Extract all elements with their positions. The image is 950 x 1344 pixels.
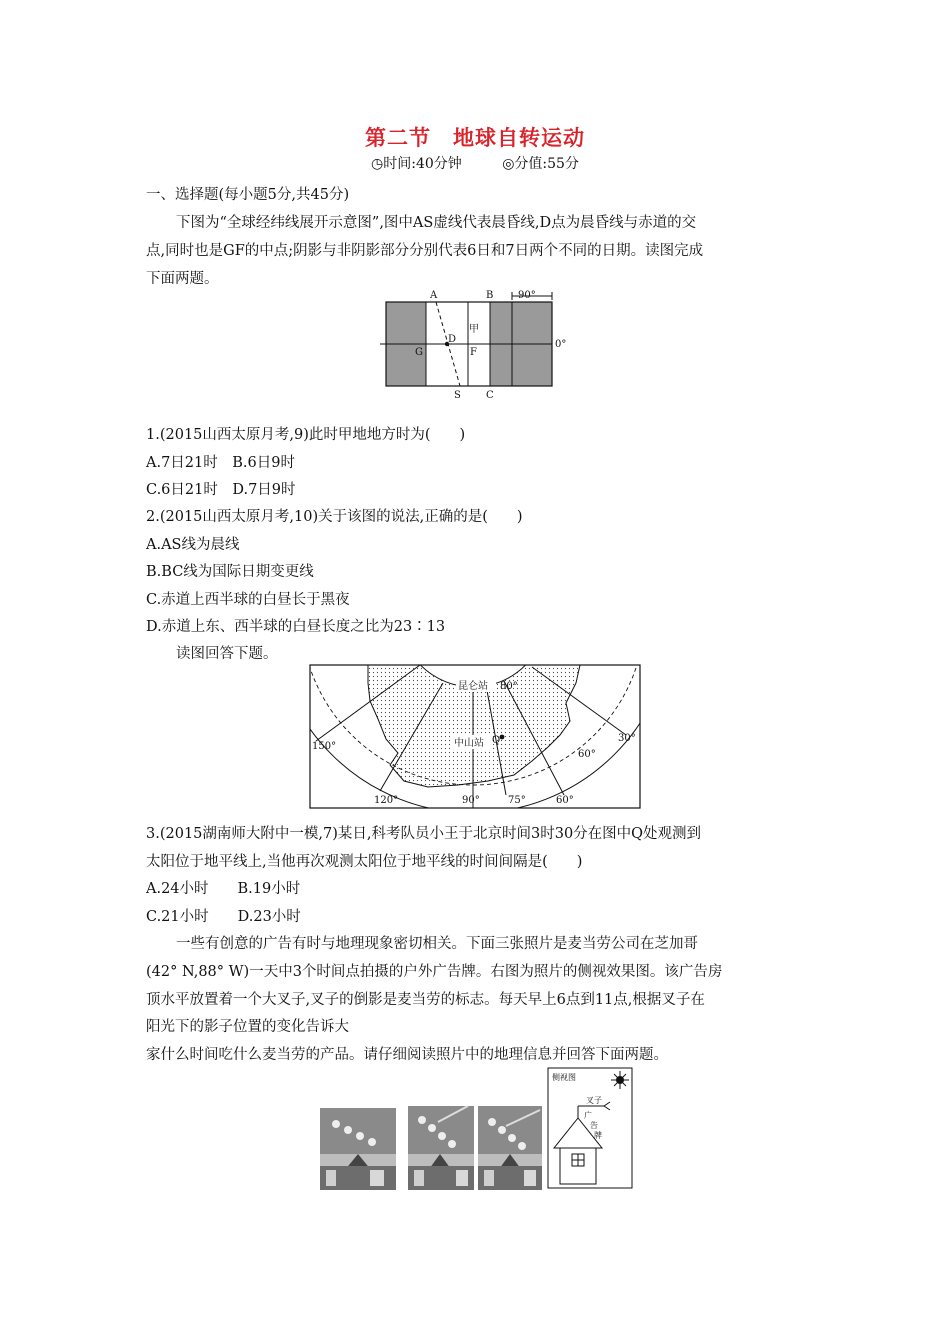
photo-1 bbox=[320, 1108, 396, 1190]
kunlun-station-label: 昆仑站 bbox=[458, 681, 488, 692]
q3-options-ab: A.24小时 B.19小时 bbox=[146, 881, 301, 897]
score-total: ◎分值:55分 bbox=[502, 156, 579, 172]
intro3-line1: 一些有创意的广告有时与地理现象密切相关。下面三张照片是麦当劳公司在芝加哥 bbox=[176, 936, 698, 952]
point-q-label: Q bbox=[492, 735, 501, 746]
side-view-diagram bbox=[548, 1068, 632, 1188]
label-D: D bbox=[448, 334, 457, 345]
antarctic-map bbox=[308, 663, 642, 811]
label-G: G bbox=[415, 347, 423, 358]
q2-option-a: A.AS线为晨线 bbox=[146, 537, 240, 553]
photo-3 bbox=[478, 1106, 542, 1190]
intro1-line2: 点,同时也是GF的中点;阴影与非阴影部分分别代表6日和7日两个不同的日期。读图完成 bbox=[146, 243, 704, 259]
sign-label-3: 牌 bbox=[594, 1131, 602, 1140]
q3-stem-line1: 3.(2015湖南师大附中一模,7)某日,科考队员小王于北京时间3时30分在图中Q处观测到 bbox=[146, 826, 702, 842]
label-0: 0° bbox=[555, 339, 567, 350]
q2-stem: 2.(2015山西太原月考,10)关于该图的说法,正确的是( ) bbox=[146, 509, 523, 525]
photo-2 bbox=[408, 1106, 474, 1190]
q3-options-cd: C.21小时 D.23小时 bbox=[146, 909, 301, 925]
intro1-line1: 下图为“全球经纬线展开示意图”,图中AS虚线代表晨昏线,D点为晨昏线与赤道的交 bbox=[176, 215, 697, 231]
page-title: 第二节 地球自转运动 bbox=[365, 126, 585, 150]
billboard-figures bbox=[318, 1066, 638, 1192]
lat-60-label: 60° bbox=[578, 749, 596, 760]
q2-option-d: D.赤道上东、西半球的白昼长度之比为23∶13 bbox=[146, 619, 446, 635]
intro3-line3: 顶水平放置着一个大叉子,叉子的倒影是麦当劳的标志。每天早上6点到11点,根据叉子在 bbox=[146, 992, 705, 1008]
lon-120-label: 120° bbox=[374, 795, 399, 806]
label-jia: 甲 bbox=[469, 324, 479, 335]
intro2: 读图回答下题。 bbox=[176, 646, 278, 662]
intro3-line2: (42° N,88° W)一天中3个时间点拍摄的户外广告牌。右图为照片的侧视效果图。该广告房 bbox=[146, 964, 723, 980]
label-90: 90° bbox=[518, 290, 536, 301]
side-view-title: 侧视图 bbox=[552, 1073, 576, 1082]
q3-stem-line2: 太阳位于地平线上,当他再次观测太阳位于地平线的时间间隔是( ) bbox=[146, 854, 583, 870]
q2-option-c: C.赤道上西半球的白昼长于黑夜 bbox=[146, 592, 350, 608]
lon-90-label: 90° bbox=[462, 795, 480, 806]
sign-label-1: 广 bbox=[584, 1111, 592, 1120]
lon-75-label: 75° bbox=[508, 795, 526, 806]
graticule-figure bbox=[380, 288, 580, 403]
intro3-line4: 阳光下的影子位置的变化告诉大 bbox=[146, 1019, 349, 1035]
lon-60-label: 60° bbox=[556, 795, 574, 806]
q2-option-b: B.BC线为国际日期变更线 bbox=[146, 564, 314, 580]
label-C: C bbox=[486, 390, 494, 401]
sign-label-2: 告 bbox=[590, 1121, 598, 1130]
q1-stem: 1.(2015山西太原月考,9)此时甲地地方时为( ) bbox=[146, 427, 466, 443]
intro1-line3: 下面两题。 bbox=[146, 271, 219, 287]
meta-info bbox=[0, 153, 950, 173]
q1-options-ab: A.7日21时 B.6日9时 bbox=[146, 455, 295, 471]
time-limit: ◷时间:40分钟 bbox=[371, 156, 462, 172]
lat-80-label: 80° bbox=[500, 681, 518, 692]
lon-150-label: 150° bbox=[312, 741, 337, 752]
fork-label: 叉子 bbox=[586, 1096, 602, 1105]
label-B: B bbox=[486, 290, 494, 301]
label-F: F bbox=[470, 347, 477, 358]
q1-options-cd: C.6日21时 D.7日9时 bbox=[146, 482, 296, 498]
zhongshan-station-label: 中山站 bbox=[454, 738, 484, 749]
label-A: A bbox=[430, 290, 438, 301]
intro3-line5: 家什么时间吃什么麦当劳的产品。请仔细阅读照片中的地理信息并回答下面两题。 bbox=[146, 1047, 668, 1063]
section-heading: 一、选择题(每小题5分,共45分) bbox=[146, 187, 350, 203]
lon-30-label: 30° bbox=[618, 733, 636, 744]
label-S: S bbox=[454, 390, 461, 401]
